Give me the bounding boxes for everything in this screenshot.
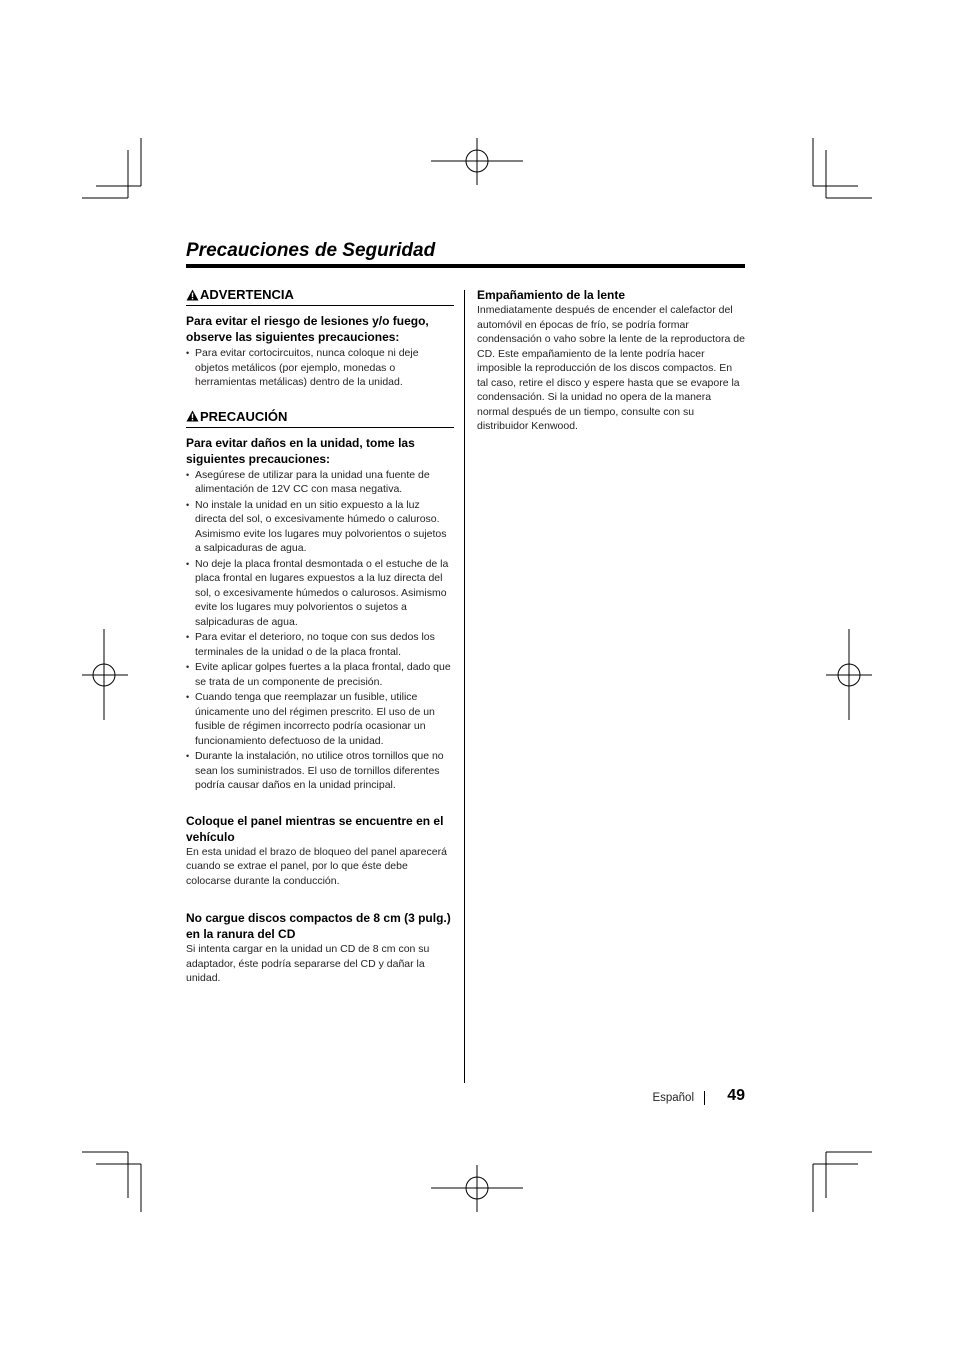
warning-heading	[186, 287, 454, 306]
footer-separator	[704, 1091, 705, 1105]
warning-bullets	[186, 346, 454, 390]
lens-fogging-heading: Empañamiento de la lente	[477, 288, 626, 302]
list-item: • No instale la unidad en un sitio expuesto a la luz directa del sol, o excesivamente húmedo o caluroso. Asimismo evite los lugares muy polvorientos o sujetos a salpicaduras de agua.	[186, 498, 454, 556]
warning-subheading: Para evitar el riesgo de lesiones y/o fuego, observe las siguientes precauciones:	[186, 314, 429, 344]
page-title: Precauciones de Seguridad	[186, 240, 436, 261]
right-column	[477, 287, 745, 434]
list-item: • Cuando tenga que reemplazar un fusible, utilice únicamente uno del régimen prescrito. El uso de un fusible de régimen incorrecto podría ocasionar un funcionamiento defectuoso de la unidad.	[186, 690, 454, 748]
cd-8cm-text: Si intenta cargar en la unidad un CD de 8 cm con su adaptador, éste podría separarse del CD y dañar la unidad.	[186, 943, 430, 984]
list-item: • Evite aplicar golpes fuertes a la placa frontal, dado que se trata de un componente de precisión.	[186, 660, 454, 689]
footer-language: Español	[652, 1092, 694, 1104]
warning-triangle-icon	[186, 289, 199, 301]
list-item: • No deje la placa frontal desmontada o el estuche de la placa frontal en lugares expuestos a la luz directa del sol, o excesivamente húmedos o calurosos. Asimismo evite los lugares muy polvorientos o sujetos a salpicaduras de agua.	[186, 557, 454, 630]
page-number: 49	[727, 1087, 745, 1104]
list-item: • Para evitar cortocircuitos, nunca coloque ni deje objetos metálicos (por ejemplo, monedas o herramientas metálicas) dentro de la unidad.	[186, 346, 454, 390]
list-item: • Para evitar el deterioro, no toque con sus dedos los terminales de la unidad o de la placa frontal.	[186, 630, 454, 659]
left-column	[186, 287, 454, 986]
warning-heading-text: ADVERTENCIA	[200, 287, 294, 302]
panel-lock-heading: Coloque el panel mientras se encuentre en el vehículo	[186, 813, 444, 844]
caution-subheading: Para evitar daños en la unidad, tome las siguientes precauciones:	[186, 435, 415, 466]
cd-8cm-heading: No cargue discos compactos de 8 cm (3 pulg.) en la ranura del CD	[186, 911, 451, 941]
warning-triangle-icon	[186, 410, 199, 422]
lens-fogging-text: Inmediatamente después de encender el calefactor del automóvil en épocas de frío, se podría formar condensación o vaho sobre la lente de la reproductora de CD. Este empañamiento de la lente podría hacer imposible la reproducción de los discos compactos. En tal caso, retire el disco y espere hasta que se evapore la condensación. Si la unidad no opera de la manera normal después de un tiempo, consulte con su distribuidor Kenwood.	[477, 304, 745, 432]
caution-heading	[186, 409, 454, 428]
title-rule	[186, 264, 745, 268]
panel-lock-text: En esta unidad el brazo de bloqueo del panel aparecerá cuando se extrae el panel, por lo que éste debe colocarse durante la conducción.	[186, 845, 447, 887]
list-item: • Durante la instalación, no utilice otros tornillos que no sean los suministrados. El uso de tornillos diferentes podría causar daños en la unidad principal.	[186, 749, 454, 793]
column-divider	[464, 290, 465, 1083]
list-item: • Asegúrese de utilizar para la unidad una fuente de alimentación de 12V CC con masa negativa.	[186, 468, 454, 497]
caution-bullets	[186, 468, 454, 793]
caution-heading-text: PRECAUCIÓN	[200, 408, 288, 424]
page-footer	[640, 1087, 745, 1109]
